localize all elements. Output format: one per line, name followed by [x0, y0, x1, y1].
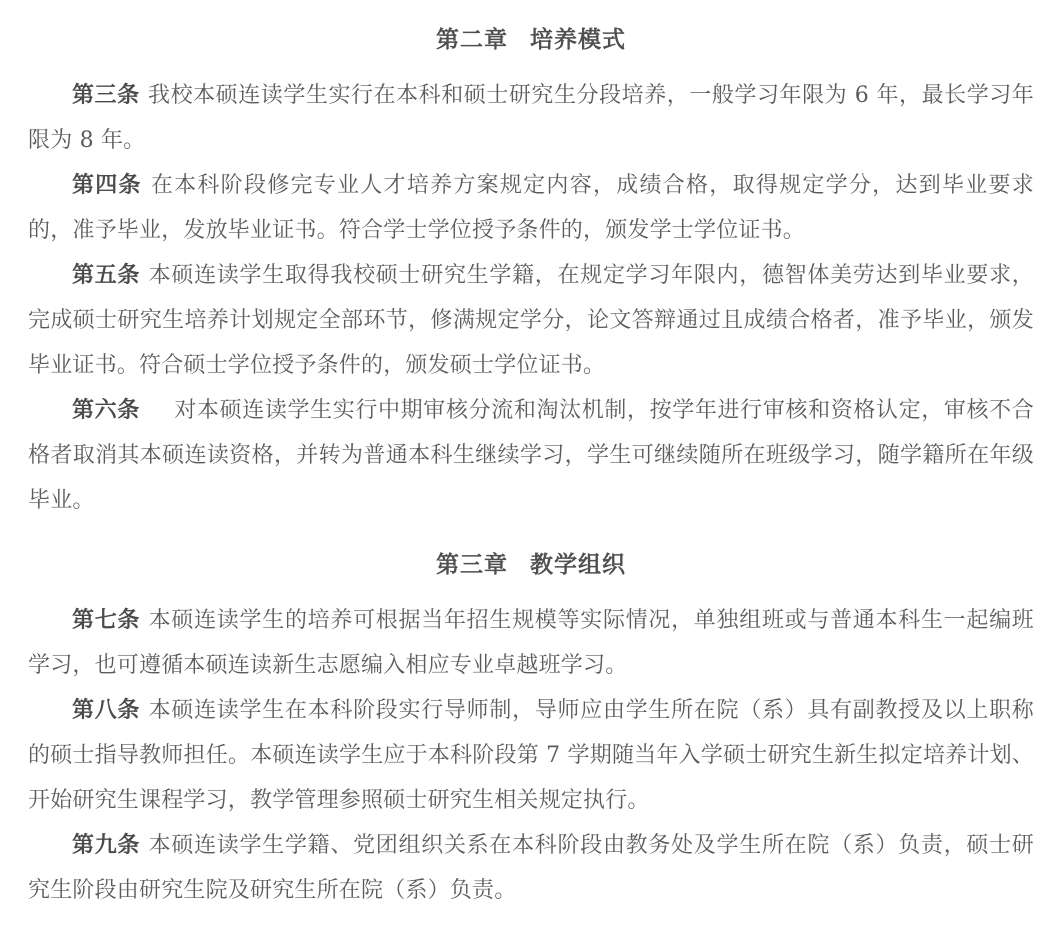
- chapter-heading: [28, 22, 1034, 59]
- article-label: 第六条: [72, 396, 140, 423]
- article-text: 本硕连读学生在本科阶段实行导师制，导师应由学生所在院（系）具有副教授及以上职称的硕士指导教师担任。本硕连读学生应于本科阶段第 7 学期随当年入学硕士研究生新生拟定培养计划、开始研究生课程学习，教学管理参照硕士研究生相关规定执行。: [28, 697, 1034, 813]
- article-paragraph: [28, 388, 1034, 523]
- article-text: 对本硕连读学生实行中期审核分流和淘汰机制，按学年进行审核和资格认定，审核不合格者取消其本硕连读资格，并转为普通本科生继续学习，学生可继续随所在班级学习，随学籍所在年级毕业。: [28, 397, 1034, 513]
- article-label: 第五条: [72, 261, 141, 288]
- chapter-heading: [28, 547, 1034, 584]
- article-text: 本硕连读学生的培养可根据当年招生规模等实际情况，单独组班或与普通本科生一起编班学习，也可遵循本硕连读新生志愿编入相应专业卓越班学习。: [28, 607, 1034, 678]
- chapter-number: 第三章: [436, 550, 508, 578]
- article-paragraph: [28, 688, 1034, 823]
- article-paragraph: [28, 598, 1034, 688]
- chapter-number: 第二章: [436, 26, 508, 53]
- article-text: 我校本硕连读学生实行在本科和硕士研究生分段培养，一般学习年限为 6 年，最长学习年限为 8 年。: [28, 82, 1035, 153]
- article-paragraph: [28, 73, 1034, 163]
- chapter-title: 培养模式: [530, 26, 626, 53]
- article-text: 本硕连读学生取得我校硕士研究生学籍，在规定学习年限内，德智体美劳达到毕业要求，完成硕士研究生培养计划规定全部环节，修满规定学分，论文答辩通过且成绩合格者，准予毕业，颁发毕业证书。符合硕士学位授予条件的，颁发硕士学位证书。: [28, 262, 1034, 378]
- article-label: 第三条: [72, 81, 140, 108]
- section-spacer: [28, 523, 1034, 539]
- article-paragraph: [28, 163, 1034, 253]
- article-label: 第八条: [72, 696, 141, 723]
- chapter-title: 教学组织: [530, 550, 626, 578]
- article-label: 第四条: [72, 171, 142, 198]
- article-label: 第九条: [72, 831, 141, 858]
- article-paragraph: [28, 823, 1034, 913]
- article-paragraph: [28, 253, 1034, 388]
- article-label: 第七条: [72, 606, 141, 633]
- article-text: 本硕连读学生学籍、党团组织关系在本科阶段由教务处及学生所在院（系）负责，硕士研究生阶段由研究生院及研究生所在院（系）负责。: [28, 832, 1034, 903]
- article-text: 在本科阶段修完专业人才培养方案规定内容，成绩合格，取得规定学分，达到毕业要求的，准予毕业，发放毕业证书。符合学士学位授予条件的，颁发学士学位证书。: [28, 172, 1034, 243]
